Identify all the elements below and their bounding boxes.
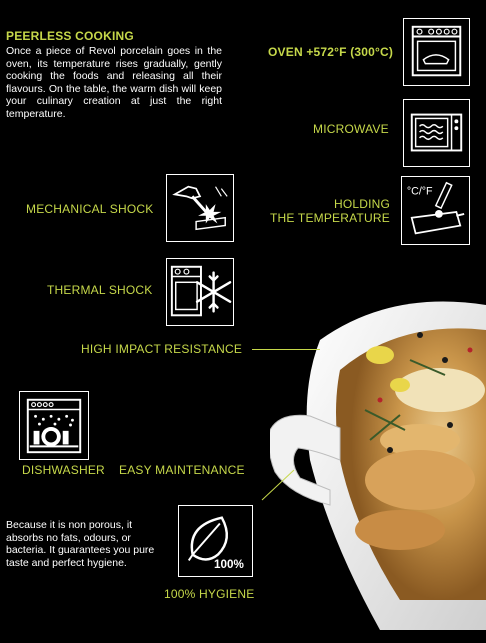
thermal-shock-icon <box>166 258 234 326</box>
thermal-shock-label: THERMAL SHOCK <box>47 283 153 297</box>
temp-unit-text: °C/°F <box>406 185 433 198</box>
mechanical-shock-label: MECHANICAL SHOCK <box>26 202 154 216</box>
hygiene-label: 100% HYGIENE <box>164 587 255 601</box>
hygiene-pointer-line <box>258 468 298 504</box>
intro-text: Once a piece of Revol porcelain goes in the oven, its temperature rises gradually, gently cooking the foods and releasing all their flavours. On the table, the warm dish will keep your culinary creation at just the right temperature. <box>6 45 222 120</box>
dishwasher-icon <box>19 391 89 460</box>
dishwasher-label: DISHWASHER <box>22 463 105 477</box>
microwave-icon <box>403 99 470 167</box>
microwave-label: MICROWAVE <box>313 122 389 136</box>
oven-icon <box>403 18 470 86</box>
thermometer-dish-icon <box>401 176 470 245</box>
leaf-icon <box>178 505 253 577</box>
holding-label-line1: HOLDING <box>334 197 391 211</box>
oven-label: OVEN +572°F (300°C) <box>268 45 394 59</box>
hammer-shock-icon <box>166 174 234 242</box>
percent-text: 100% <box>214 558 244 572</box>
holding-label-line2: THE TEMPERATURE <box>270 211 390 225</box>
hygiene-note: Because it is non porous, it absorbs no fats, odours, or bacteria. It guarantees you pure taste and perfect hygiene. <box>6 519 155 569</box>
easy-maintenance-label: EASY MAINTENANCE <box>119 463 245 477</box>
high-impact-line <box>252 349 320 350</box>
high-impact-label: HIGH IMPACT RESISTANCE <box>81 342 243 356</box>
intro-title: PEERLESS COOKING <box>6 29 134 43</box>
